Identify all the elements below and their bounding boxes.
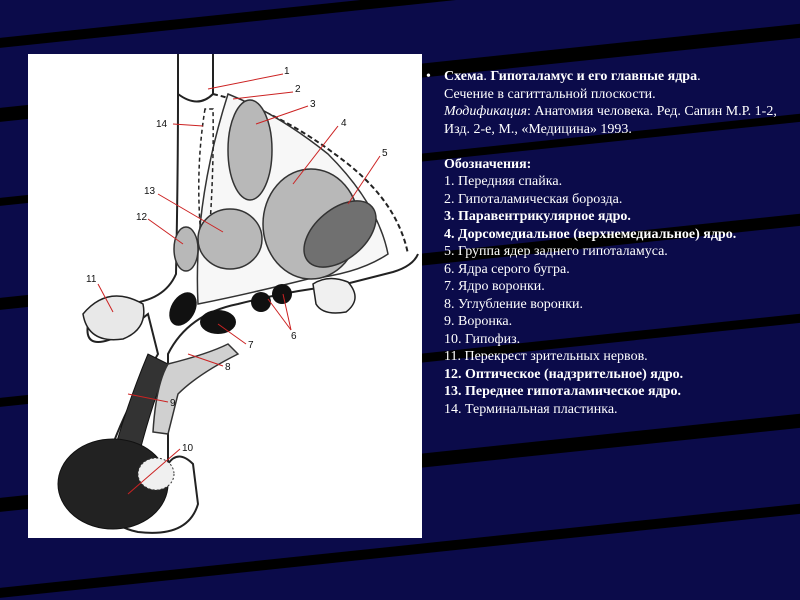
- pituitary-posterior: [138, 458, 174, 490]
- legend-text: Углубление воронки.: [458, 296, 583, 312]
- anterior-hypothalamic-nucleus: [198, 209, 262, 269]
- tuber-nucleus: [272, 284, 292, 304]
- legend-number: 7.: [444, 279, 458, 294]
- spacer: [444, 138, 789, 156]
- legend-text: Гипоталамическая борозда.: [458, 191, 623, 207]
- title-main: Гипоталамус и его главные ядра: [490, 69, 698, 84]
- legend-number: 14.: [444, 401, 465, 417]
- slide-title: [444, 68, 789, 86]
- legend-text: Терминальная пластинка.: [465, 401, 618, 417]
- mammillary-body: [313, 278, 355, 313]
- legend-text: Переднее гипоталамическое ядро.: [465, 384, 681, 399]
- paraventricular-nucleus: [228, 100, 272, 200]
- diagram-label-9: 9: [170, 398, 176, 409]
- diagram-label-6: 6: [291, 331, 297, 342]
- legend-text: Перекрест зрительных нервов.: [464, 349, 648, 364]
- diagram-label-4: 4: [341, 118, 347, 129]
- legend-text: Оптическое (надзрительное) ядро.: [465, 366, 684, 382]
- leader-line: [208, 74, 283, 89]
- legend-number: 9.: [444, 314, 458, 329]
- diagram-label-8: 8: [225, 362, 231, 373]
- legend-item: [444, 383, 789, 401]
- title-tail: .: [697, 69, 701, 84]
- legend-number: 5.: [444, 244, 458, 259]
- optic-chiasm: [83, 296, 144, 340]
- legend-number: 6.: [444, 261, 458, 277]
- diagram-label-14: 14: [156, 119, 168, 130]
- supraoptic-nucleus: [174, 227, 198, 271]
- legend-item: [444, 226, 789, 244]
- infundibular-nucleus: [200, 310, 236, 334]
- legend-list: [444, 173, 789, 418]
- legend-text: Ядра серого бугра.: [458, 261, 570, 277]
- title-word: Схема: [444, 69, 484, 84]
- diagram-label-3: 3: [310, 99, 316, 110]
- infundibular-recess: [153, 344, 238, 434]
- hypothalamus-diagram: [28, 54, 422, 538]
- section-caption: Сечение в сагиттальной плоскости.: [444, 86, 656, 102]
- legend-item: [444, 243, 789, 261]
- legend-item: [444, 401, 789, 419]
- title-separator: .: [483, 69, 491, 84]
- legend-item: [444, 331, 789, 349]
- legend-number: 3.: [444, 209, 458, 224]
- legend-item: [444, 348, 789, 366]
- diagram-label-1: 1: [284, 66, 290, 77]
- legend-number: 13.: [444, 384, 465, 399]
- diagram-label-13: 13: [144, 186, 156, 197]
- legend-item: [444, 366, 789, 384]
- legend-number: 11.: [444, 349, 465, 364]
- tuber-nucleus: [251, 292, 271, 312]
- legend-item: [444, 173, 789, 191]
- legend-item: [444, 208, 789, 226]
- legend-item: [444, 191, 789, 209]
- leader-line: [233, 92, 293, 99]
- legend-text: Передняя спайка.: [458, 174, 563, 189]
- legend-item: [444, 296, 789, 314]
- legend-item: [444, 313, 789, 331]
- legend-text: Дорсомедиальное (верхнемедиальное) ядро.: [458, 226, 737, 242]
- legend-heading: Обозначения:: [444, 156, 532, 172]
- description-panel: [426, 68, 789, 418]
- legend-number: 4.: [444, 226, 458, 242]
- legend-item: [444, 278, 789, 296]
- bullet-marker: •: [426, 69, 431, 84]
- legend-text: Ядро воронки.: [458, 279, 545, 294]
- legend-text: Паравентрикулярное ядро.: [458, 209, 631, 224]
- diagram-label-12: 12: [136, 212, 148, 223]
- modification-text: : Анатомия человека. Ред. Сапин М.Р. 1-2, Изд. 2-е, М., «Медицина» 1993.: [444, 104, 777, 137]
- tuber-nucleus: [164, 287, 203, 330]
- diagram-label-7: 7: [248, 340, 254, 351]
- legend-text: Группа ядер заднего гипоталамуса.: [458, 244, 668, 259]
- diagram-label-11: 11: [86, 274, 97, 285]
- legend-item: [444, 261, 789, 279]
- legend-number: 12.: [444, 366, 465, 382]
- source-reference: [444, 103, 789, 138]
- legend-number: 2.: [444, 191, 458, 207]
- diagram-label-5: 5: [382, 148, 388, 159]
- diagram-label-10: 10: [182, 443, 194, 454]
- modification-label: Модификация: [444, 104, 528, 119]
- legend-number: 1.: [444, 174, 458, 189]
- diagram-label-2: 2: [295, 84, 301, 95]
- legend-text: Воронка.: [458, 314, 513, 329]
- legend-text: Гипофиз.: [465, 331, 521, 347]
- diagram-svg: [28, 54, 422, 538]
- legend-number: 8.: [444, 296, 458, 312]
- legend-number: 10.: [444, 331, 465, 347]
